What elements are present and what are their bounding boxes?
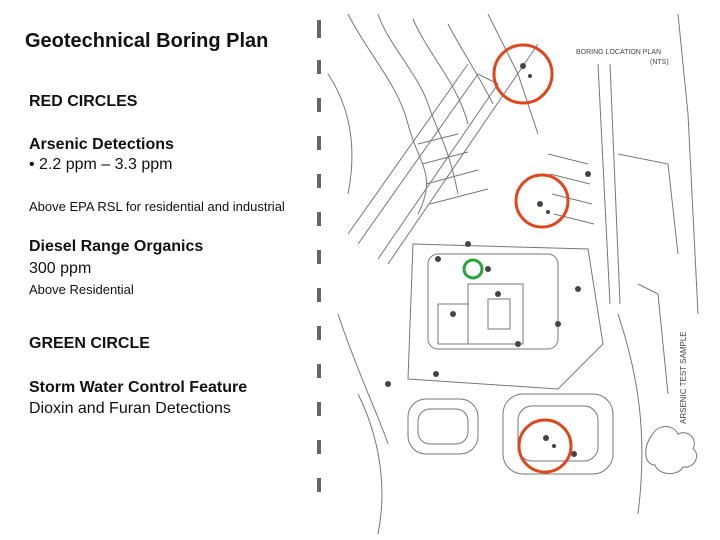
diesel-value: 300 ppm [29, 260, 92, 277]
arsenic-note: Above EPA RSL for residential and industrial [29, 199, 285, 214]
green-circle-heading: GREEN CIRCLE [29, 335, 150, 352]
plan-scale: (NTS) [650, 59, 669, 66]
green-circle [464, 260, 482, 278]
red-circle-middle [516, 175, 568, 227]
slide-title: Geotechnical Boring Plan [25, 30, 269, 52]
dioxin-text: Dioxin and Furan Detections [29, 400, 231, 417]
side-label: ARSENIC TEST SAMPLE [679, 331, 688, 424]
storm-water-heading: Storm Water Control Feature [29, 379, 248, 396]
arsenic-heading: Arsenic Detections [29, 136, 174, 153]
boring-location-plan-map [318, 14, 720, 540]
arsenic-range: • 2.2 ppm – 3.3 ppm [29, 156, 173, 173]
red-circle-south [519, 420, 571, 472]
red-circle-north [494, 45, 552, 103]
diesel-note: Above Residential [29, 282, 134, 297]
diesel-heading: Diesel Range Organics [29, 238, 204, 255]
plan-title: BORING LOCATION PLAN [576, 49, 662, 56]
red-circles-heading: RED CIRCLES [29, 93, 138, 110]
